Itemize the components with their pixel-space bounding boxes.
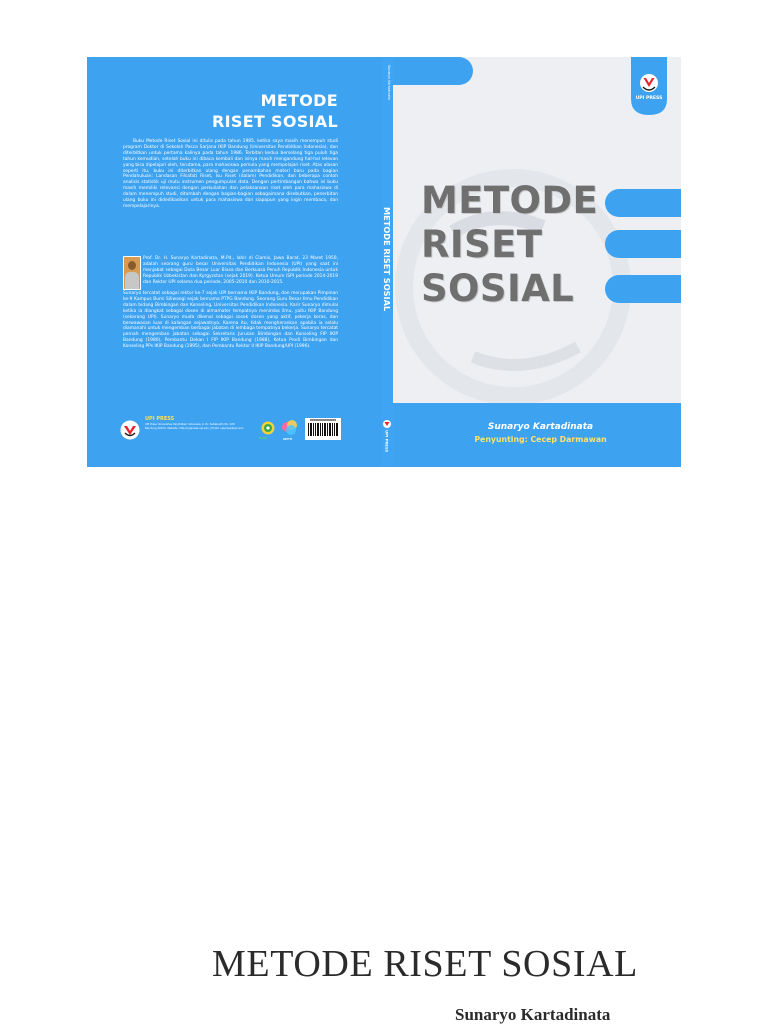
front-cover-title-line1: METODE [421, 179, 599, 222]
back-cover [87, 57, 381, 467]
upi-press-logo [120, 420, 140, 440]
title-page-author: Sunaryo Kartadinata [455, 1005, 611, 1024]
ikapi-badge-icon [261, 421, 275, 435]
back-cover-title-line2: RISET SOSIAL [212, 112, 338, 131]
front-cover [393, 57, 681, 467]
spine-title [381, 207, 393, 327]
appti-badge-label: APPTI [283, 437, 293, 441]
front-cover-author: Sunaryo Kartadinata [487, 422, 594, 432]
back-cover-title-line1: METODE [260, 91, 338, 110]
front-cover-editor: Penyunting: Cecep Darmawan [474, 435, 607, 444]
appti-badge-icon [280, 419, 300, 437]
upi-press-logo [631, 57, 667, 117]
front-logo-text: UPI PRESS [635, 96, 663, 101]
spine-publisher-text: UPI PRESS [384, 430, 390, 453]
spine-author [382, 63, 392, 113]
author-bio: Sunaryo tercatat sebagai rektor ke-7 sejak UPI bernama IKIP Bandung, dan merupakan Pimpinan ke-9 Kampus Bumi Siliwangi sejak bernama PTPG Bandung. Seorang Guru Besar Ilmu Pendidikan dalam bidang Bimbingan dan Konseling, Universitas Pendidikan Indonesia. Karir Sunaryo dimulai ketika ia diangkat sebagai dosen di almamater tempatnya menimba ilmu, yaitu IKIP Bandung (sekarang UPI). Sunaryo muda dikenal sebagai sosok dosen yang aktif, pekerja keras, dan berwawasan luas di kalangan sejawatnya. Karena itu, tidak mengherankan apabila ia selalu diamanahi untuk mengemban berbagai jabatan di lembaga tempatnya bekerja. Sunaryo tercatat pernah mengemban jabatan sebagai Sekretaris Jurusan Bimbingan dan Konseling FIP IKIP Bandung (1980), Pembantu Dekan I FIP IKIP Bandung (1988), Ketua Prodi Bimbingan dan Konseling PPs IKIP Bandung (1995), dan Pembantu Rektor II IKIP Bandung/UPI (1996). [123, 291, 338, 350]
front-cover-title [421, 179, 598, 311]
author-heading: Prof. Dr. H. Sunaryo Kartadinata, M.Pd., lahir di Ciamis, Jawa Barat, 23 Maret 1950, adalah seorang guru besar Universitas Pendidikan Indonesia (UPI) yang saat ini menjabat sebagai Duta Besar Luar Biasa dan Berkuasa Penuh Republik Indonesia untuk Republik Uzbekistan dan Kyrgyzstan (sejak 2019). Ketua Umum ISPI periode 2014-2019 dan Rektor UPI selama dua periode, 2005-2010 dan 2010-2015. [143, 256, 338, 285]
publisher-name: UPI PRESS [145, 416, 175, 422]
title-page-title: METODE RISET SOSIAL [212, 943, 638, 985]
back-cover-blurb: Buku Metode Riset Sosial ini ditulis pada tahun 1985, ketika saya masih menempuh studi program Doktor di Sekolah Pasca Sarjana IKIP Bandung (Universitas Pendidikan Indonesia), dan diterbitkan untuk pertama kalinya pada tahun 1986. Terbitan kedua berselang tiga puluh tiga tahun kemudian, setelah buku ini dibaca kembali dan isinya masih mengandung hal-hal relevan yang bisa dipelajari oleh, terutama, para mahasiswa pemula yang mempelajari riset. Atas alasan seperti itu, buku ini diterbitkan ulang dengan penambahan materi baru pada bagian Pendahuluan: Landasan Filsafati Riset, Isu Riset (dalam) Pendidikan, dan beberapa contoh analisis statistik uji mutu instrumen pengumpulan data. Dengan pertimbangan bahwa isi buku masih memiliki relevansi dengan perkuliahan dan pelaksanaan riset oleh para mahasiswa di dalam menempuh studi, ditambah dengan bagian-bagian sebagaimana disebutkan, penerbitan ulang buku ini didedikasikan untuk para mahasiswa dan siapapun yang ingin membaca, dan mempelajarinya. [123, 139, 338, 209]
isbn-barcode-icon [305, 418, 341, 440]
author-photo [123, 256, 141, 290]
book-cover-spread [87, 57, 681, 467]
book-spine [381, 57, 393, 467]
publisher-address: UPI Press Universitas Pendidikan Indonesia, Jl. Dr. Setiabudhi No. 229 Bandung 40154. Website: http://upipress.upi.edu | Email: upipress@upi.edu [145, 423, 244, 430]
back-cover-title [212, 90, 338, 132]
front-cover-title-line3: SOSIAL [421, 267, 575, 310]
front-cover-title-line2: RISET [421, 223, 543, 266]
spine-title-text: METODE RISET SOSIAL [382, 207, 393, 312]
spine-author-text: Sunaryo Kartadinata [387, 65, 391, 100]
spine-upi-press-logo [382, 419, 392, 455]
ikapi-badge-label: IKAPI [259, 436, 268, 440]
